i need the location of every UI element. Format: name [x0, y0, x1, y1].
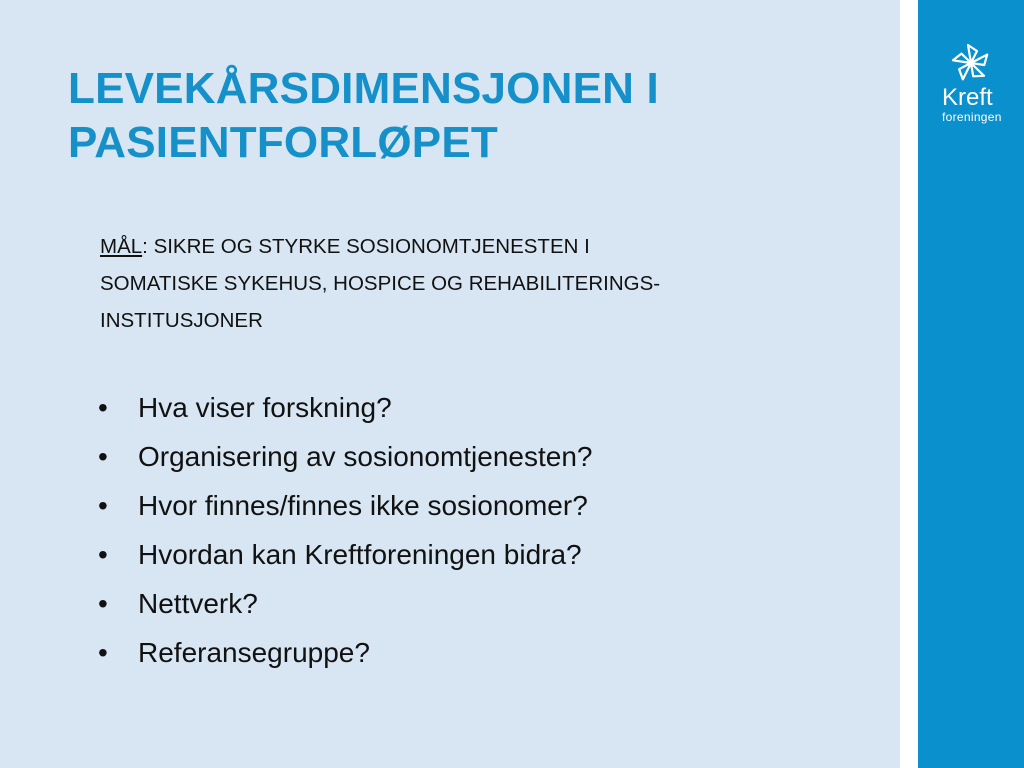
bullet-item: [98, 481, 858, 530]
goal-text: [100, 228, 860, 339]
bullet-text: Referansegruppe?: [138, 637, 370, 668]
goal-separator: :: [142, 235, 154, 258]
logo-name-big: Kreft: [942, 84, 993, 111]
pinwheel-icon: [948, 40, 994, 86]
goal-line-2: SOMATISKE SYKEHUS, HOSPICE OG REHABILITERINGS-: [100, 272, 661, 295]
bullet-text: Nettverk?: [138, 588, 258, 619]
sidebar-divider: [900, 0, 918, 768]
goal-line-1: SIKRE OG STYRKE SOSIONOMTJENESTEN I: [153, 235, 590, 258]
bullet-icon: •: [98, 637, 108, 668]
bullet-icon: •: [98, 588, 108, 619]
goal-line-3: INSTITUSJONER: [100, 309, 263, 332]
bullet-list: [98, 383, 858, 677]
bullet-item: [98, 383, 858, 432]
logo-name-small: foreningen: [942, 110, 1002, 124]
bullet-icon: •: [98, 441, 108, 472]
bullet-item: [98, 628, 858, 677]
bullet-text: Hvor finnes/finnes ikke sosionomer?: [138, 490, 588, 521]
slide-title-line-2: PASIENTFORLØPET: [68, 118, 498, 167]
logo-wordmark: [942, 86, 1014, 124]
goal-label: MÅL: [100, 235, 143, 258]
bullet-icon: •: [98, 490, 108, 521]
kreftforeningen-logo: [928, 40, 1014, 140]
slide-title: [68, 62, 888, 170]
bullet-icon: •: [98, 392, 108, 423]
bullet-icon: •: [98, 539, 108, 570]
bullet-item: [98, 579, 858, 628]
bullet-item: [98, 432, 858, 481]
bullet-item: [98, 530, 858, 579]
slide-title-line-1: LEVEKÅRSDIMENSJONEN I: [68, 64, 659, 113]
bullet-text: Hva viser forskning?: [138, 392, 392, 423]
bullet-text: Hvordan kan Kreftforeningen bidra?: [138, 539, 582, 570]
bullet-text: Organisering av sosionomtjenesten?: [138, 441, 593, 472]
